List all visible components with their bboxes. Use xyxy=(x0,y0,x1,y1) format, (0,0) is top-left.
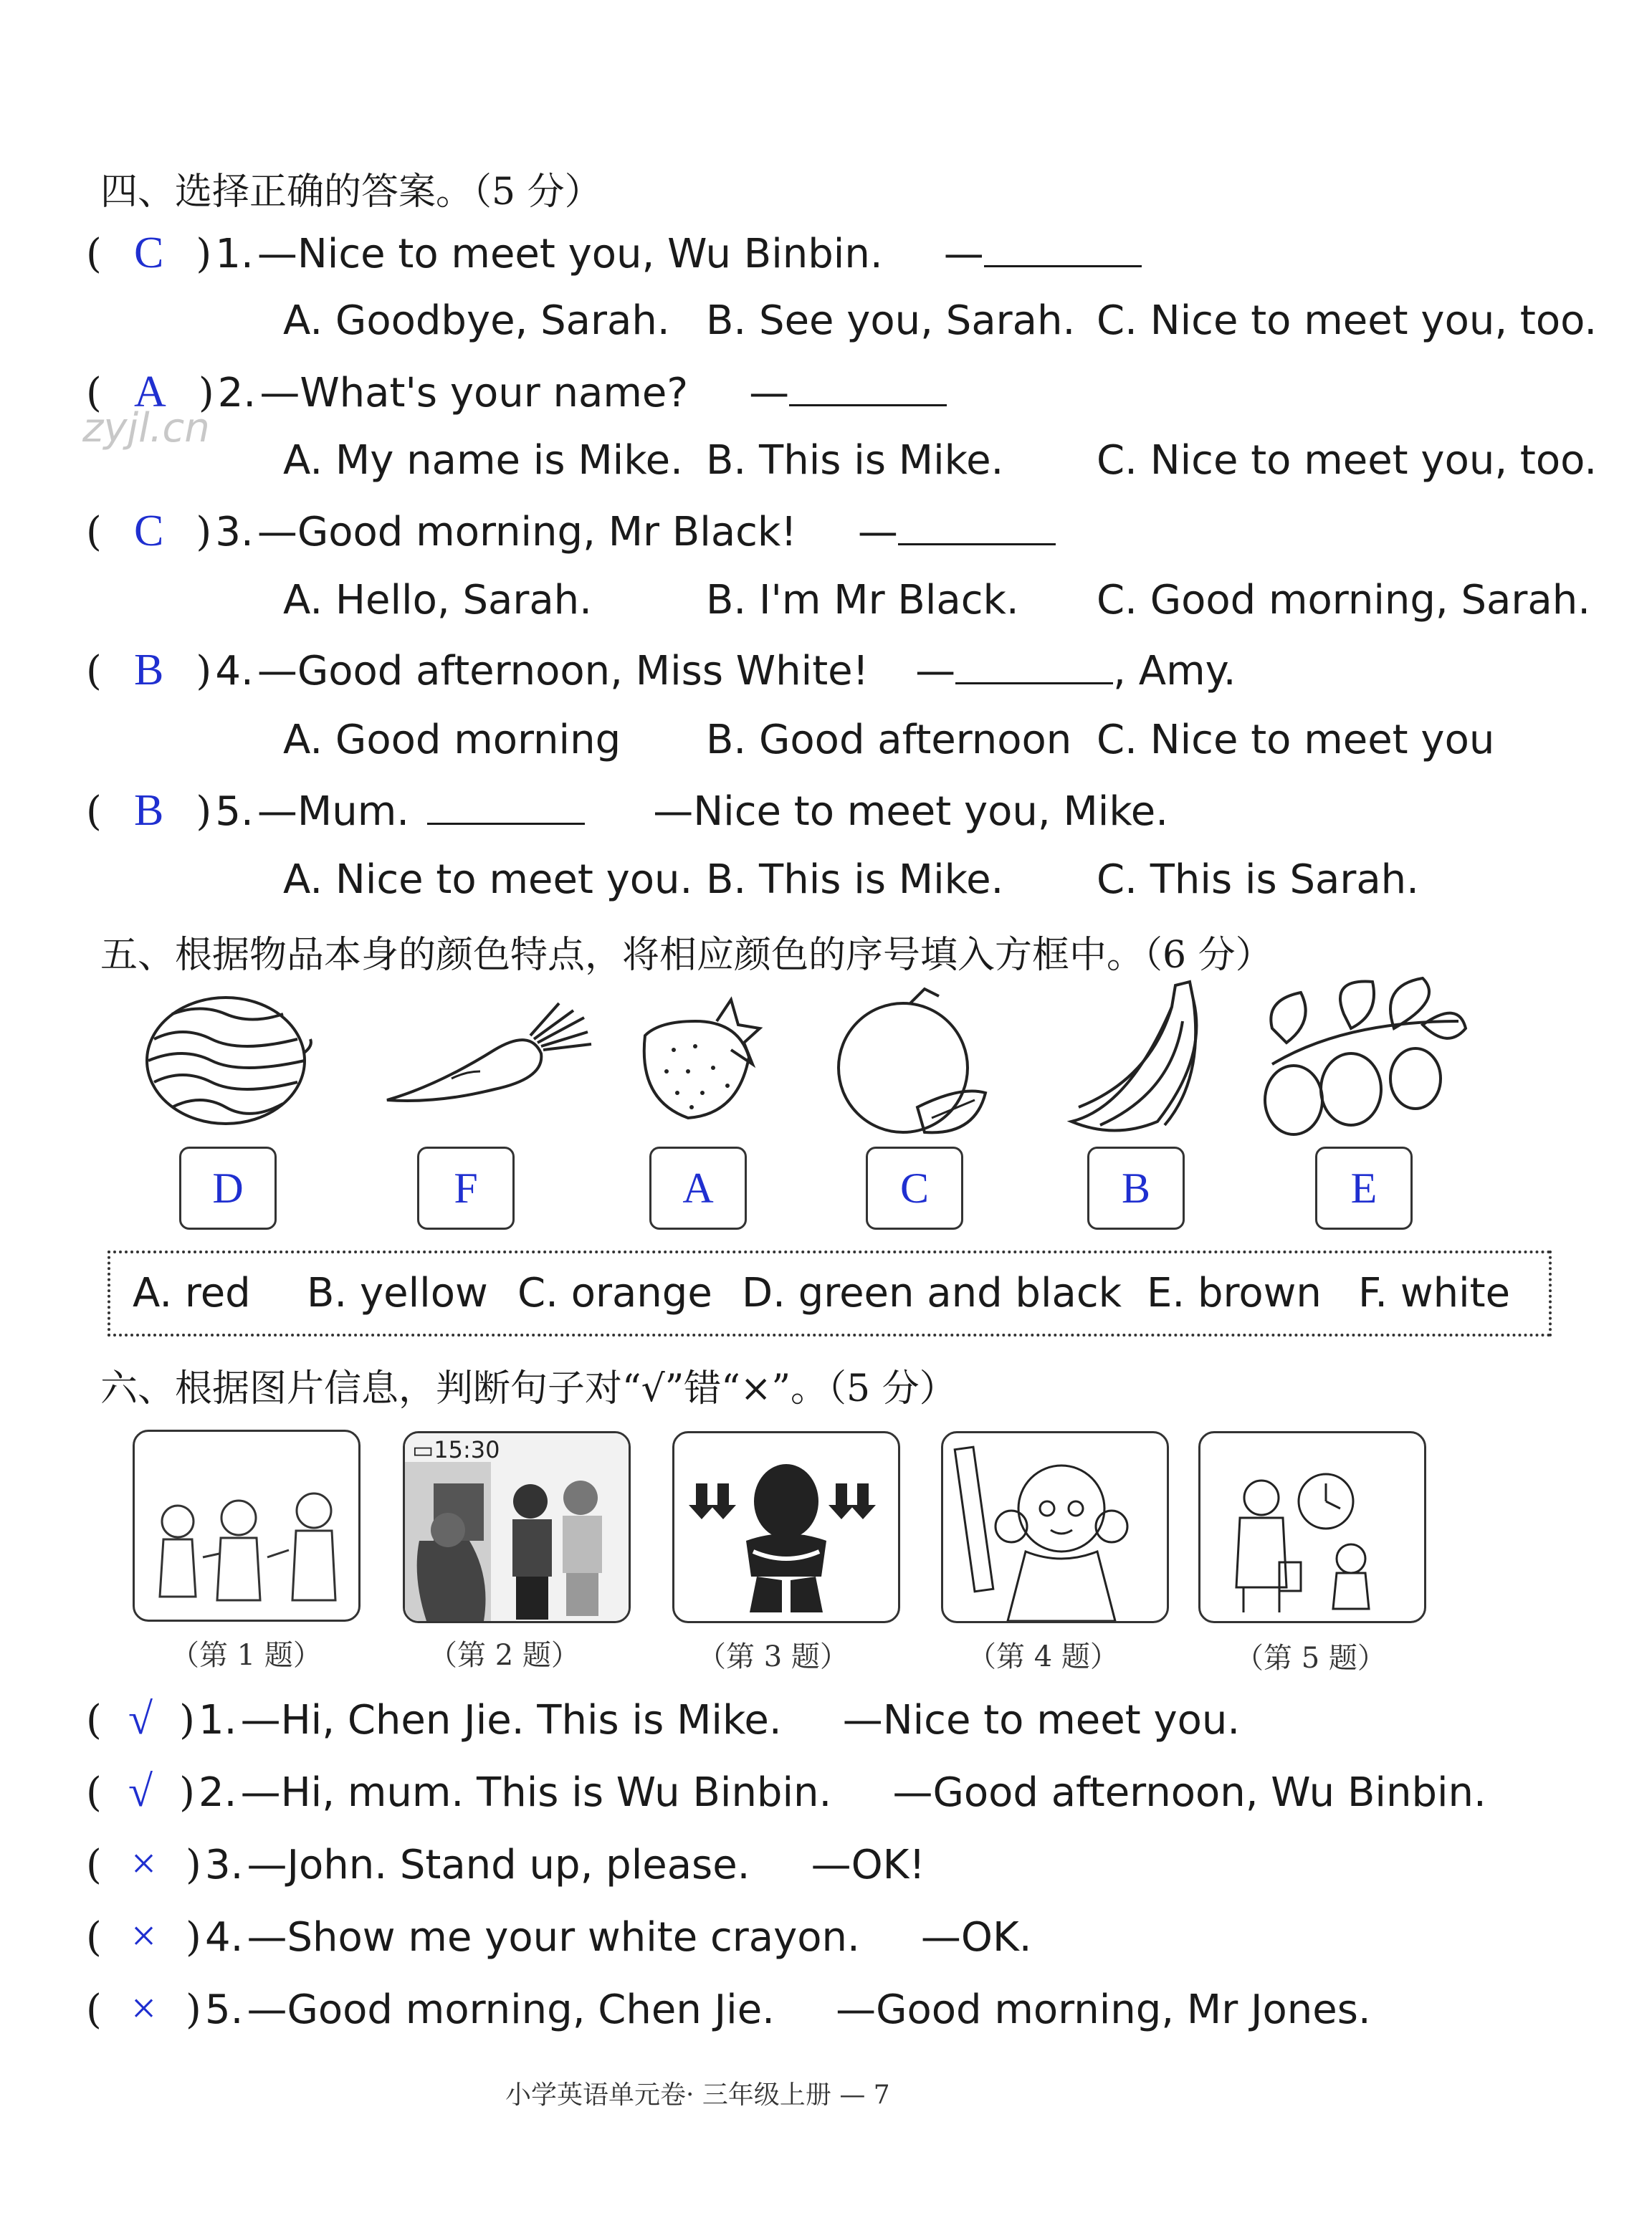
q1-option-a: A. Goodbye, Sarah. xyxy=(283,297,670,344)
question-1: ( C ) 1. —Nice to meet you, Wu Binbin. — xyxy=(86,228,1142,279)
statement-4-b: —OK. xyxy=(920,1914,1032,1961)
section6-heading: 六、根据图片信息，判断句子对“√”错“×”。（5 分） xyxy=(100,1367,957,1410)
statement-1: ( √ ) 1. —Hi, Chen Jie. This is Mike. —Nice to meet you. xyxy=(86,1695,1241,1744)
watermark: zyjl.cn xyxy=(82,405,210,451)
answer-5: B xyxy=(133,786,164,835)
prompt-4: —Good afternoon, Miss White! xyxy=(257,648,869,694)
blank-1 xyxy=(984,231,1142,267)
page-footer: 小学英语单元卷· 三年级上册 — 7 xyxy=(505,2080,890,2110)
q3-option-c: C. Good morning, Sarah. xyxy=(1097,577,1591,623)
radish-icon xyxy=(380,1000,595,1107)
color-option-c: C. orange xyxy=(517,1270,712,1316)
question-3: ( C ) 3. —Good morning, Mr Black! — xyxy=(86,506,1056,557)
answer-box-banana: B xyxy=(1087,1147,1185,1230)
people-greeting-icon xyxy=(135,1432,358,1620)
prompt-3: —Good morning, Mr Black! xyxy=(257,509,797,555)
q5-option-a: A. Nice to meet you. xyxy=(283,856,693,903)
statement-1-a: —Hi, Chen Jie. This is Mike. xyxy=(240,1697,782,1744)
statement-2-a: —Hi, mum. This is Wu Binbin. xyxy=(240,1769,832,1816)
caption-2: （第 2 题） xyxy=(429,1639,580,1672)
color-option-f: F. white xyxy=(1358,1270,1511,1316)
caption-1: （第 1 题） xyxy=(171,1639,322,1672)
picture-5 xyxy=(1198,1431,1426,1623)
statement-5-b: —Good morning, Mr Jones. xyxy=(836,1987,1371,2033)
q2-option-c: C. Nice to meet you, too. xyxy=(1097,437,1598,484)
girl-with-ruler-icon xyxy=(943,1433,1167,1621)
tf-answer-4: × xyxy=(130,1912,156,1961)
blank-2 xyxy=(789,370,947,406)
q4-option-c: C. Nice to meet you xyxy=(1097,717,1495,763)
answer-4: B xyxy=(133,646,164,694)
question-5: ( B ) 5. —Mum. —Nice to meet you, Mike. xyxy=(86,786,1169,835)
clock-icon: ▭ xyxy=(412,1436,434,1463)
picture-3 xyxy=(672,1431,900,1623)
answer-box-orange: C xyxy=(866,1147,963,1230)
banana-icon xyxy=(1057,978,1222,1139)
strawberry-icon xyxy=(631,993,767,1129)
answer-box-radish: F xyxy=(417,1147,515,1230)
statement-5-a: —Good morning, Chen Jie. xyxy=(247,1987,775,2033)
prompt-1: —Nice to meet you, Wu Binbin. xyxy=(257,231,883,277)
clock-time: 15:30 xyxy=(434,1436,500,1463)
q1-option-c: C. Nice to meet you, too. xyxy=(1097,297,1598,344)
statement-4: ( × ) 4. —Show me your white crayon. —OK. xyxy=(86,1912,1032,1961)
blank-5 xyxy=(427,788,585,825)
answer-box-watermelon: D xyxy=(179,1147,277,1230)
statement-3-a: —John. Stand up, please. xyxy=(247,1842,750,1888)
answer-box-strawberry: A xyxy=(649,1147,747,1230)
q4-option-b: B. Good afternoon xyxy=(706,717,1072,763)
tf-answer-1: √ xyxy=(128,1695,153,1744)
statement-2: ( √ ) 2. —Hi, mum. This is Wu Binbin. —Good afternoon, Wu Binbin. xyxy=(86,1767,1486,1816)
q5-option-b: B. This is Mike. xyxy=(706,856,1004,903)
blank-3 xyxy=(898,509,1056,545)
tf-answer-3: × xyxy=(130,1840,156,1888)
section5-heading: 五、根据物品本身的颜色特点，将相应颜色的序号填入方框中。（6 分） xyxy=(100,934,1273,977)
answer-box-kiwi: E xyxy=(1315,1147,1413,1230)
color-option-e: E. brown xyxy=(1147,1270,1322,1316)
statement-3: ( × ) 3. —John. Stand up, please. —OK! xyxy=(86,1840,925,1888)
caption-3: （第 3 题） xyxy=(697,1640,849,1673)
statement-2-b: —Good afternoon, Wu Binbin. xyxy=(892,1769,1486,1816)
statement-1-b: —Nice to meet you. xyxy=(842,1697,1241,1744)
prompt-2: —What's your name? xyxy=(259,370,689,416)
answer-2: A xyxy=(133,368,166,416)
tf-answer-5: × xyxy=(130,1984,156,2033)
color-option-b: B. yellow xyxy=(307,1270,488,1316)
picture-4 xyxy=(941,1431,1169,1623)
prompt-5: —Mum. xyxy=(257,788,410,835)
q5-option-c: C. This is Sarah. xyxy=(1097,856,1419,903)
boy-sit-down-icon xyxy=(674,1433,898,1621)
blank-4 xyxy=(955,648,1113,684)
section4-heading: 四、选择正确的答案。（5 分） xyxy=(100,171,602,214)
caption-5: （第 5 题） xyxy=(1235,1642,1386,1675)
q2-option-b: B. This is Mike. xyxy=(706,437,1004,484)
kiwi-icon xyxy=(1258,971,1473,1139)
statement-5: ( × ) 5. —Good morning, Chen Jie. —Good morning, Mr Jones. xyxy=(86,1984,1371,2033)
watermelon-icon xyxy=(140,989,319,1132)
color-option-a: A. red xyxy=(133,1270,251,1316)
tf-answer-2: √ xyxy=(128,1767,153,1816)
color-options xyxy=(133,1270,251,1316)
q3-option-a: A. Hello, Sarah. xyxy=(283,577,592,623)
answer-1: C xyxy=(133,229,164,277)
q1-option-b: B. See you, Sarah. xyxy=(706,297,1076,344)
question-2: ( A ) 2. —What's your name? — xyxy=(86,367,947,418)
q3-option-b: B. I'm Mr Black. xyxy=(706,577,1019,623)
question-4: ( B ) 4. —Good afternoon, Miss White! — , Amy. xyxy=(86,646,1236,694)
answer-3: C xyxy=(133,507,164,555)
caption-4: （第 4 题） xyxy=(968,1640,1119,1673)
q2-option-a: A. My name is Mike. xyxy=(283,437,683,484)
statement-3-b: —OK! xyxy=(811,1842,925,1888)
statement-4-a: —Show me your white crayon. xyxy=(247,1914,860,1961)
orange-icon xyxy=(831,985,996,1139)
picture-1 xyxy=(133,1430,361,1622)
color-option-d: D. green and black xyxy=(742,1270,1122,1316)
q4-option-a: A. Good morning xyxy=(283,717,621,763)
teacher-and-girl-icon xyxy=(1200,1433,1424,1621)
picture-2 xyxy=(403,1431,631,1623)
